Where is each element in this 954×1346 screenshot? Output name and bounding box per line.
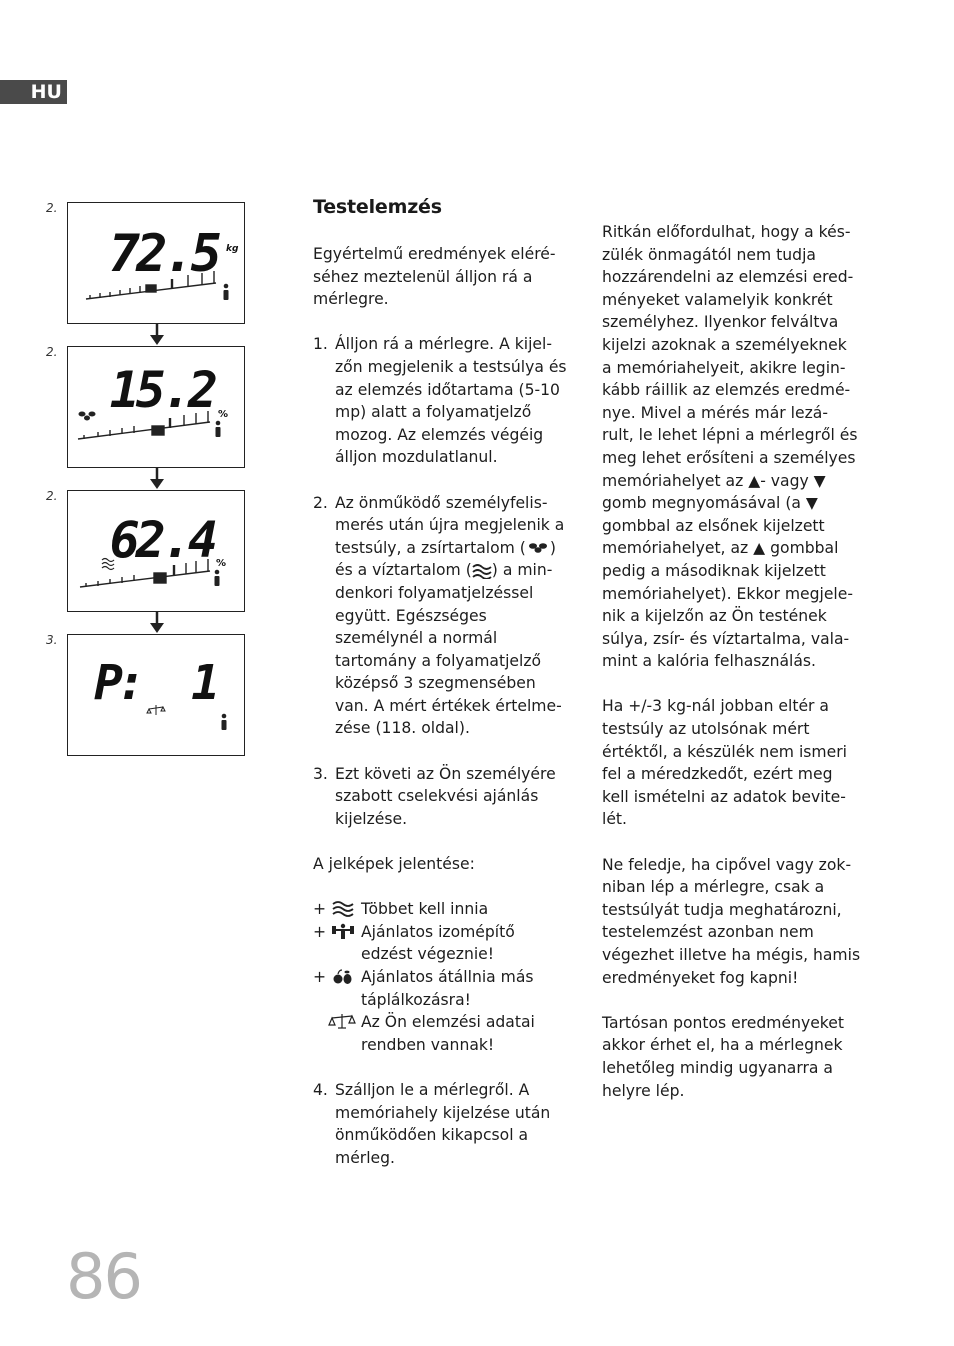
intro-line: Egyértelmű eredmények eléré-	[313, 245, 556, 263]
lcd-value: 62.4	[109, 511, 214, 569]
legend-plus: +	[313, 968, 327, 986]
legend-item-ok	[313, 1011, 575, 1056]
text-line: zülék önmagától nem tudja	[602, 245, 816, 264]
step-line: mérleg.	[335, 1148, 395, 1167]
step-line: memóriahely kijelzése után	[335, 1103, 551, 1122]
text-line: ményeket valamelyik konkrét	[602, 290, 833, 309]
flow-arrow-2	[150, 468, 164, 490]
lcd-display-fat	[67, 346, 245, 468]
person-icon	[222, 714, 227, 730]
intro-line: mérlegre.	[313, 290, 389, 309]
legend-item-muscle	[313, 921, 575, 966]
text-line: fel a méredzkedőt, ezért meg	[602, 765, 833, 784]
step-number: 2.	[313, 493, 328, 512]
flow-arrow-1	[150, 324, 164, 346]
text-line: memóriahelyet az ▲- vagy ▼	[602, 471, 826, 490]
legend-text: Többet kell innia	[361, 900, 489, 919]
water-waves-icon	[332, 900, 354, 918]
middle-column	[313, 243, 575, 1169]
down-triangle-icon: ▼	[813, 471, 826, 490]
language-tab: HU	[0, 80, 67, 104]
lcd-memory-slot: 1	[191, 655, 220, 711]
step-line: zése (118. oldal).	[335, 719, 470, 738]
lcd-display-water	[67, 490, 245, 612]
text-line: mint a kalória felhasználás.	[602, 652, 817, 671]
step-item-2	[313, 492, 575, 741]
step-line: denkori folyamatjelzéssel	[335, 583, 534, 602]
legend-title: A jelképek jelentése:	[313, 855, 475, 874]
step-label-4: 3.	[46, 633, 58, 647]
text-line: kijelzi azoknak a személyeknek	[602, 335, 847, 354]
step-line: Szálljon le a mérlegről. A	[335, 1080, 530, 1099]
text-line: meg lehet erősíteni a személyes	[602, 448, 856, 467]
text-line: akkor érhet el, ha a mérlegnek	[602, 1036, 843, 1055]
step-line: Az önműködő személyfelis-	[335, 493, 548, 512]
down-triangle-icon: ▼	[805, 494, 818, 513]
balance-scale-icon	[328, 1013, 356, 1031]
step-item-3	[313, 763, 575, 831]
step-label-3: 2.	[46, 489, 58, 503]
lcd-value: 15.2	[109, 361, 214, 419]
text-line: értéktől, a készülék nem ismeri	[602, 742, 847, 761]
step-line: Ezt követi az Ön személyére	[335, 764, 556, 783]
legend-text: rendben vannak!	[361, 1035, 495, 1054]
legend-item-diet	[313, 966, 575, 1011]
fat-icon	[79, 412, 96, 421]
step-label-1: 2.	[46, 201, 58, 215]
step-line: álljon mozdulatlanul.	[335, 448, 498, 467]
text-line: memóriahelyet). Ekkor megjele-	[602, 584, 853, 603]
step-line: merés után újra megjelenik a	[335, 516, 565, 535]
text-line: kell ismételni az adatok bevite-	[602, 787, 846, 806]
person-icon	[224, 284, 229, 300]
text-line: memóriahelyet, az ▲ gombbal	[602, 539, 839, 558]
text-line: személyhez. Ilyenkor felváltva	[602, 313, 839, 332]
text-line: rult, le lehet lépni a mérlegről és	[602, 426, 858, 445]
right-column	[602, 221, 872, 1102]
text-line: eredményeket fog kapni!	[602, 968, 799, 987]
text-line: hozzárendelni az elemzési ered-	[602, 268, 854, 287]
text-line: gombbal az elsőnek kijelzett	[602, 516, 825, 535]
step-line: mozog. Az elemzés végéig	[335, 425, 544, 444]
text-line: Ritkán előfordulhat, hogy a kés-	[602, 223, 851, 241]
step-line: tartomány a folyamatjelző	[335, 651, 542, 670]
text-line: niban lép a mérlegre, csak a	[602, 878, 825, 897]
step-line: van. A mért értékek értelme-	[335, 696, 562, 715]
step-item-4	[313, 1079, 575, 1169]
page-number: 86	[66, 1240, 141, 1313]
muscle-training-icon	[331, 923, 355, 941]
step-item-1	[313, 333, 575, 469]
person-icon	[216, 421, 221, 437]
up-triangle-icon: ▲	[753, 539, 766, 558]
legend-text: Az Ön elemzési adatai	[361, 1013, 535, 1032]
lcd-unit: kg	[226, 244, 239, 254]
water-waves-icon	[472, 563, 492, 579]
fat-icon	[526, 542, 550, 554]
legend-item-water	[313, 898, 575, 921]
step-line: testsúly, a zsírtartalom ( )	[335, 538, 556, 557]
balance-scale-icon	[147, 705, 165, 715]
legend-plus: +	[313, 900, 327, 919]
text-line: pedig a másodiknak kijelzett	[602, 561, 826, 580]
text-line: nik a kijelzőn az Ön testének	[602, 607, 827, 626]
text-line: lehetőleg mindig ugyanarra a	[602, 1058, 833, 1077]
step-line: és a víztartalom ( ) a min-	[335, 561, 553, 580]
text-line: testsúlyát tudja meghatározni,	[602, 900, 842, 919]
step-line: zőn megjelenik a testsúlya és	[335, 357, 567, 376]
step-line: mp) alatt a folyamatjelző	[335, 403, 532, 422]
step-line: személynél a normál	[335, 629, 498, 648]
text-line: lét.	[602, 810, 627, 829]
fruit-diet-icon	[332, 968, 354, 986]
person-icon	[215, 570, 220, 586]
flow-arrow-3	[150, 612, 164, 634]
step-number: 4.	[313, 1080, 328, 1099]
step-number: 1.	[313, 335, 328, 354]
step-line: önműködően kikapcsol a	[335, 1126, 529, 1145]
text-line: testelemzést azonban nem	[602, 923, 814, 942]
step-line: szabott cselekvési ajánlás	[335, 787, 539, 806]
lcd-display-memory	[67, 634, 245, 756]
step-line: Álljon rá a mérlegre. A kijel-	[335, 335, 552, 354]
lcd-value: 72.5	[108, 224, 218, 284]
text-line: helyre lép.	[602, 1081, 685, 1100]
step-line: kijelzése.	[335, 809, 408, 828]
lcd-unit: %	[216, 558, 227, 569]
text-line: Tartósan pontos eredményeket	[602, 1013, 844, 1032]
text-line: a memóriahelyeit, akikre legin-	[602, 358, 846, 377]
legend-plus: +	[313, 922, 327, 941]
step-line: középső 3 szegmensében	[335, 674, 536, 693]
legend-text: edzést végeznie!	[361, 945, 495, 964]
lcd-display-weight	[67, 202, 245, 324]
text-line: nye. Mivel a mérés már lezá-	[602, 403, 828, 422]
text-line: Ne feledje, ha cipővel vagy zok-	[602, 855, 852, 874]
legend-text: táplálkozásra!	[361, 990, 471, 1009]
intro-line: séhez meztelenül álljon rá a	[313, 267, 533, 286]
section-title: Testelemzés	[313, 196, 442, 218]
text-line: kább ráillik az elemzés eredmé-	[602, 381, 851, 400]
lcd-memory-label: P:	[94, 655, 140, 711]
text-line: Ha +/-3 kg-nál jobban eltér a	[602, 697, 829, 716]
step-number: 3.	[313, 764, 328, 783]
text-line: testsúly az utolsónak mért	[602, 720, 810, 739]
step-line: az elemzés időtartama (5-10	[335, 380, 560, 399]
legend-text: Ajánlatos izomépítő	[361, 922, 515, 941]
text-line: gomb megnyomásával (a ▼	[602, 494, 818, 513]
legend-text: Ajánlatos átállnia más	[361, 968, 534, 986]
step-line: együtt. Egészséges	[335, 606, 487, 625]
lcd-unit: %	[218, 409, 229, 420]
text-line: súlya, zsír- és víztartalma, vala-	[602, 629, 850, 648]
up-triangle-icon: ▲	[748, 471, 761, 490]
step-label-2: 2.	[46, 345, 58, 359]
text-line: végezhet illetve ha mégis, hamis	[602, 946, 861, 964]
